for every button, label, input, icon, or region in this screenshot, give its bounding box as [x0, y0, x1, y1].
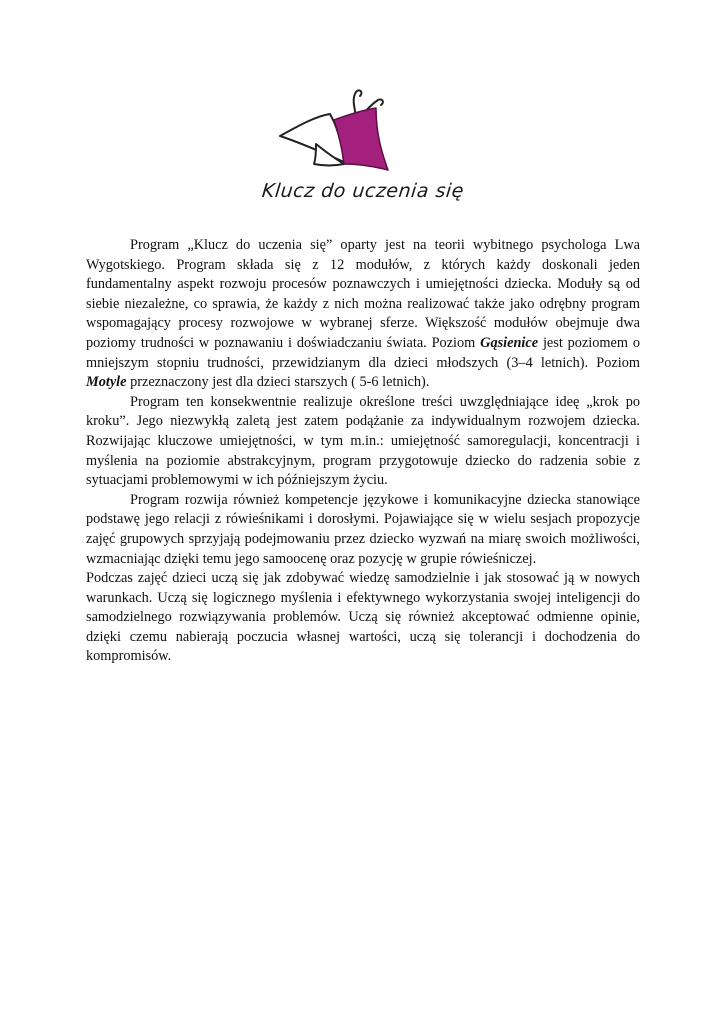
logo-icon	[276, 86, 412, 176]
paragraph-1-emphasis: Motyle	[86, 374, 127, 391]
brand-title: Klucz do uczenia się	[260, 180, 465, 202]
paragraph-1-text: Program „Klucz do uczenia się” oparty jest na teorii wybitnego psychologa Lwa Wygotskiego. Program składa się z 12 modułów, z których każdy doskonali jeden fundamentalny aspekt rozwoju procesów poznawczych i umiejętności dziecka. Moduły są od siebie niezależne, co sprawia, że każdy z nich można realizować także jako odrębny program wspomagający procesy rozwojowe w wybranej sferze. Większość modułów obejmuje dwa poziomy trudności w poznawaniu i doświadczaniu świata. Poziom	[86, 237, 640, 351]
paragraph-3: Program rozwija również kompetencje językowe i komunikacyjne dziecka stanowiące podstawę jego relacji z rówieśnikami i dorosłymi. Pojawiające się w wielu sesjach propozycje zajęć grupowych sprzyjają podejmowaniu przez dziecko wyzwań na miarę swoich możliwości, wzmacniając dzięki temu jego samoocenę oraz pozycję w grupie rówieśniczej.	[86, 491, 640, 567]
paragraph-4: Podczas zajęć dzieci uczą się jak zdobywać wiedzę samodzielnie i jak stosować ją w nowych warunkach. Uczą się logicznego myślenia i efektywnego wykorzystania swojej inteligencji do samodzielnego rozwiązywania problemów. Uczą się również akceptować odmienne opinie, dzięki czemu nabierają poczucia własnej wartości, uczą się tolerancji i dochodzenia do kompromisów.	[86, 570, 640, 665]
paragraph-2: Program ten konsekwentnie realizuje określone treści uwzględniające ideę „krok po kroku”. Jego niezwykłą zaletą jest zatem podążanie za indywidualnym rozwojem dziecka. Rozwijając kluczowe umiejętności, w tym m.in.: umiejętność samoregulacji, koncentracji i myślenia na poziomie abstrakcyjnym, program przygotowuje dziecko do radzenia sobie z sytuacjami problemowymi w ich późniejszym życiu.	[86, 393, 640, 489]
paragraph-1-text: jest poziomem o mniejszym stopniu trudności, przewidzianym dla dzieci młodszych (3–4 letnich). Poziom	[86, 334, 640, 371]
paragraph-1	[86, 236, 640, 393]
paragraph-1-text: przeznaczony jest dla dzieci starszych ( 5-6 letnich).	[126, 374, 430, 391]
document-body	[86, 236, 640, 667]
paragraph-1-emphasis: Gąsienice	[480, 334, 539, 351]
